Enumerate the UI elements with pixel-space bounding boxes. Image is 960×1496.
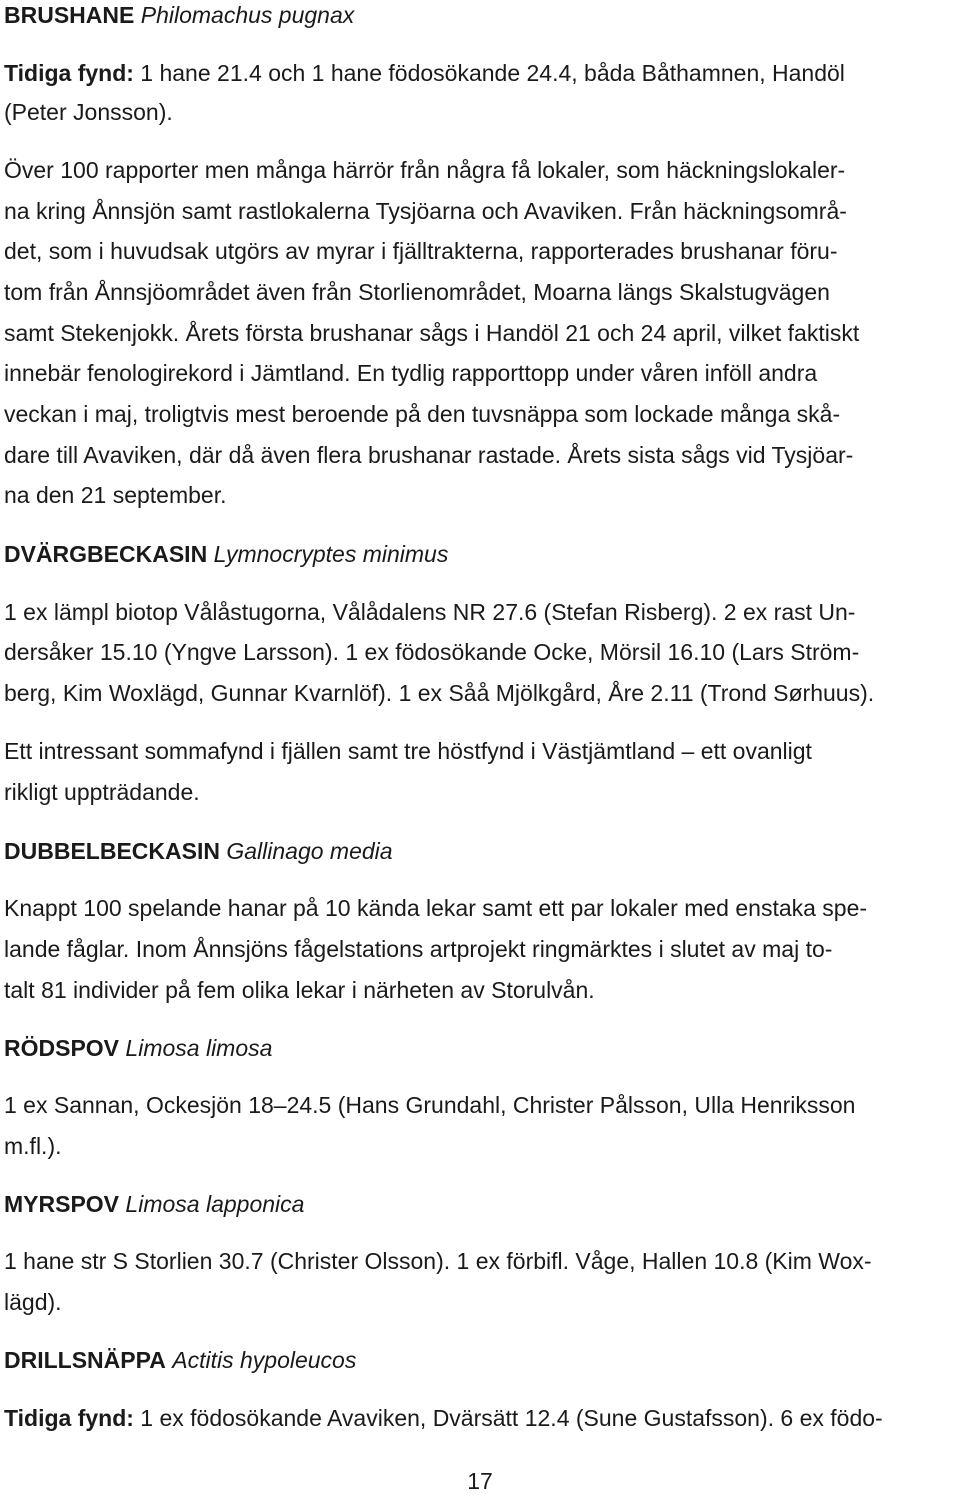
species-name: MYRSPOV [4,1191,120,1217]
text-line: samt Stekenjokk. Årets första brushanar sågs i Handöl 21 och 24 april, vilket faktiskt [4,320,860,346]
early-finds-line [4,1403,883,1433]
species-latin: Philomachus pugnax [140,2,355,28]
text-line: Knappt 100 spelande hanar på 10 kända lekar samt ett par lokaler med enstaka spe- [4,895,868,921]
species-name: DUBBELBECKASIN [4,838,220,864]
text-line: lägd). [4,1289,62,1315]
text-line: Ett intressant sommafynd i fjällen samt tre höstfynd i Västjämtland – ett ovanligt [4,738,812,764]
text-line: (Peter Jonsson). [4,99,173,125]
text-line: rikligt uppträdande. [4,779,200,805]
text-line: det, som i huvudsak utgörs av myrar i fjälltrakterna, rapporterades brushanar föru- [4,238,838,264]
species-name: BRUSHANE [4,2,135,28]
text-line: m.fl.). [4,1133,62,1159]
species-latin: Lymnocryptes minimus [213,541,449,567]
early-finds-label: Tidiga fynd: [4,1405,134,1431]
text-line: Över 100 rapporter men många härrör från några få lokaler, som häckningslokaler- [4,157,846,183]
text-line: lande fåglar. Inom Ånnsjöns fågelstations artprojekt ringmärktes i slutet av maj to- [4,936,833,962]
text-line: 1 ex lämpl biotop Vålåstugorna, Vålådalens NR 27.6 (Stefan Risberg). 2 ex rast Un- [4,599,856,625]
early-finds-label: Tidiga fynd: [4,60,134,86]
early-finds-text: 1 ex födosökande Avaviken, Dvärsätt 12.4 (Sune Gustafsson). 6 ex födo- [133,1405,883,1431]
text-line: dare till Avaviken, där då även flera brushanar rastade. Årets sista sågs vid Tysjöar- [4,442,854,468]
species-heading-drillsnappa [4,1345,356,1375]
species-heading-rodspov [4,1033,272,1063]
species-latin: Actitis hypoleucos [172,1347,357,1373]
early-finds-text: 1 hane 21.4 och 1 hane födosökande 24.4, båda Båthamnen, Handöl [133,60,845,86]
species-latin: Limosa limosa [125,1035,273,1061]
species-heading-dvargbeckasin [4,539,448,569]
text-line: berg, Kim Woxlägd, Gunnar Kvarnlöf). 1 ex Såå Mjölkgård, Åre 2.11 (Trond Sørhuus). [4,680,875,706]
text-line: 1 hane str S Storlien 30.7 (Christer Olsson). 1 ex förbifl. Våge, Hallen 10.8 (Kim Wox- [4,1248,872,1274]
text-line: na kring Ånnsjön samt rastlokalerna Tysjöarna och Avaviken. Från häckningsområ- [4,198,847,224]
species-heading-dubbelbeckasin [4,836,393,866]
species-name: DVÄRGBECKASIN [4,541,208,567]
species-name: RÖDSPOV [4,1035,120,1061]
page-number: 17 [467,1468,493,1494]
species-heading-brushane [4,0,354,30]
early-finds-line [4,58,845,88]
text-line: talt 81 individer på fem olika lekar i närheten av Storulvån. [4,977,595,1003]
text-line: tom från Ånnsjöområdet även från Storlienområdet, Moarna längs Skalstugvägen [4,279,830,305]
species-latin: Limosa lapponica [125,1191,305,1217]
text-line: 1 ex Sannan, Ockesjön 18–24.5 (Hans Grundahl, Christer Pålsson, Ulla Henriksson [4,1092,856,1118]
text-line: veckan i maj, troligtvis mest beroende på den tuvsnäppa som lockade många skå- [4,401,841,427]
text-line: na den 21 september. [4,482,227,508]
species-heading-myrspov [4,1189,304,1219]
species-name: DRILLSNÄPPA [4,1347,166,1373]
text-line: innebär fenologirekord i Jämtland. En tydlig rapporttopp under våren inföll andra [4,360,818,386]
species-latin: Gallinago media [226,838,393,864]
text-line: dersåker 15.10 (Yngve Larsson). 1 ex födosökande Ocke, Mörsil 16.10 (Lars Ström- [4,639,860,665]
